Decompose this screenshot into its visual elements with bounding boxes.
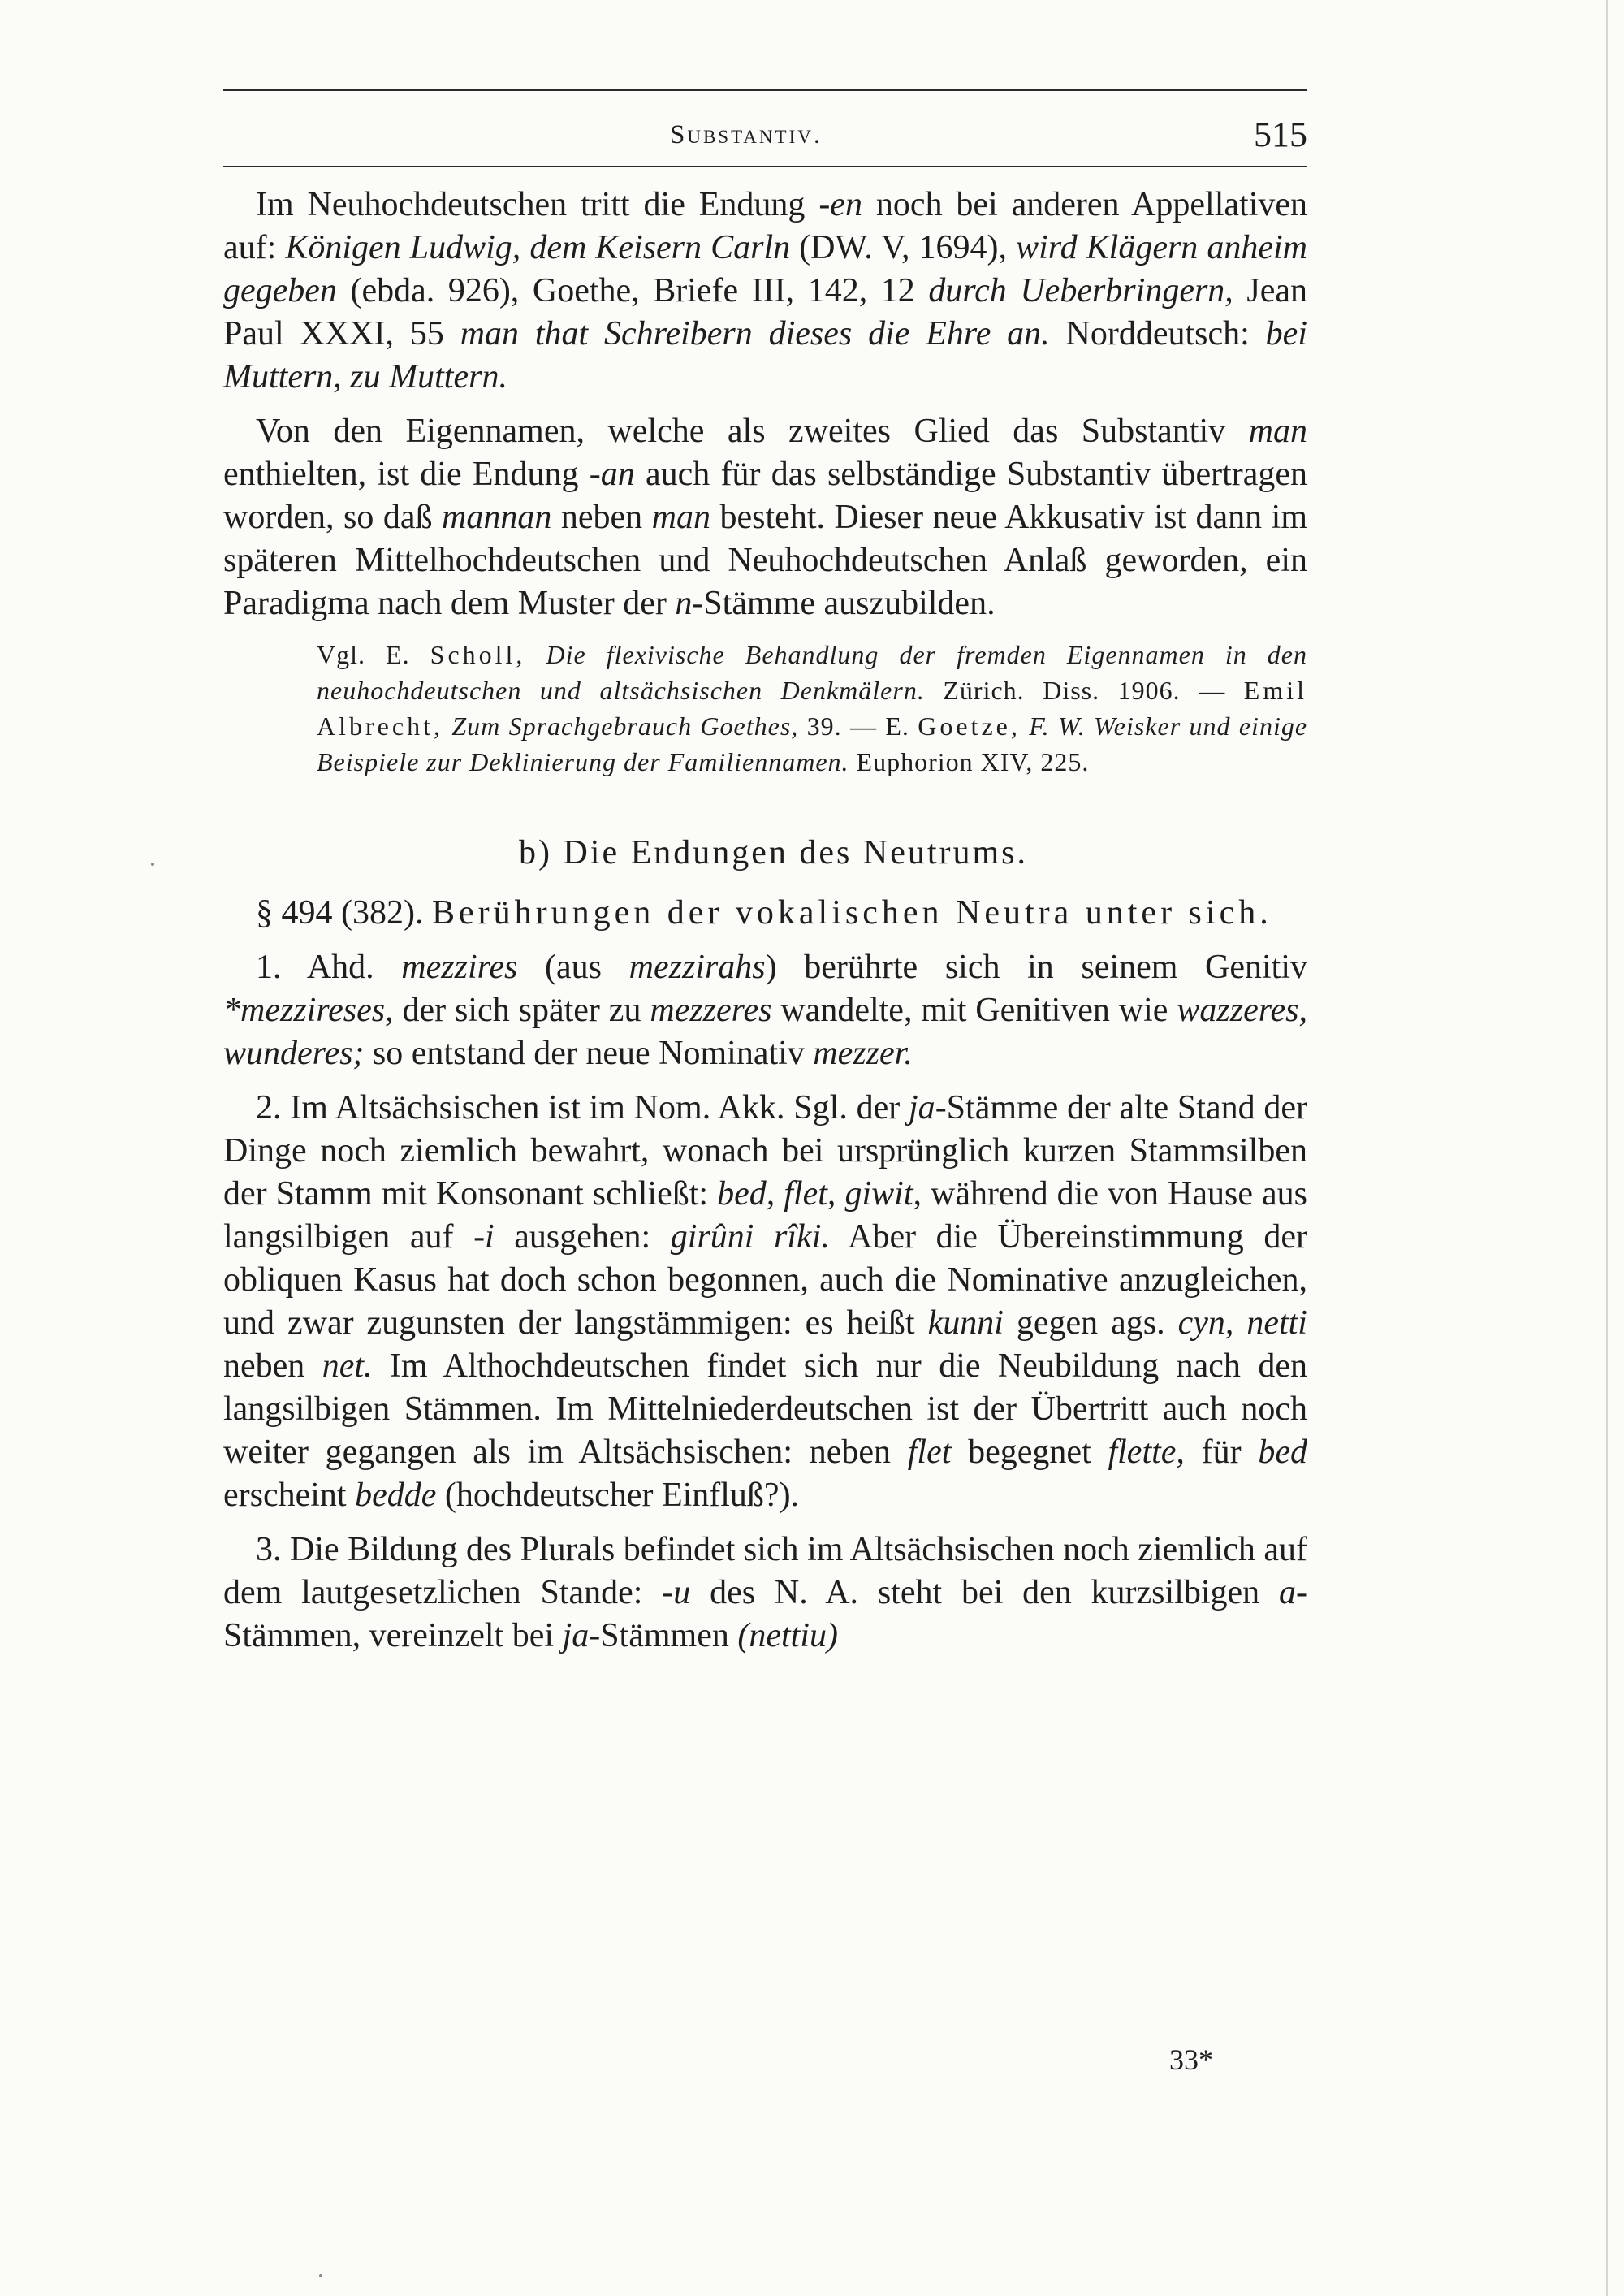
text-run: gegen ags.: [1003, 1304, 1178, 1342]
text-run: ausgehen:: [494, 1218, 671, 1256]
italic-run: mezzirahs: [628, 949, 766, 986]
text-run: auch für das selbständige Substantiv übertragen worden, so daß: [223, 456, 1308, 536]
italic-run: F. W. Weisker und einige Beispiele zur Deklinierung der Familiennamen.: [317, 711, 1308, 776]
text-run: enthielten, ist die Endung: [223, 456, 590, 493]
page-number: 515: [1254, 115, 1307, 154]
spaced-author-name: Scholl,: [430, 640, 526, 669]
text-run: -Stämme der alte Stand der Dinge noch ziemlich bewahrt, wonach bei ursprünglich kurzen Stammsilben der Stamm mit Konsonant schließt:: [223, 1089, 1307, 1213]
italic-run: man that Schreibern dieses die Ehre an.: [460, 315, 1050, 352]
italic-run: man: [1248, 413, 1307, 450]
italic-run: wazzeres, wunderes;: [223, 992, 1307, 1072]
text-run: noch bei anderen Appellativen auf:: [223, 186, 1308, 266]
italic-run: -u: [662, 1574, 691, 1611]
italic-run: bei Muttern, zu Muttern.: [223, 315, 1307, 396]
paper-speck: [151, 863, 154, 866]
italic-run: *mezzireses,: [223, 992, 394, 1029]
paragraph-point-1: [223, 946, 1307, 1075]
top-rule: [223, 89, 1307, 91]
text-run: erscheint: [223, 1477, 356, 1514]
section-number: § 494 (382).: [256, 894, 424, 932]
text-run: ) berührte sich in seinem Genitiv: [765, 949, 1307, 986]
subheading-neutrum: b) Die Endungen des Neutrums.: [518, 834, 1029, 871]
text-run: während die von Hause aus langsilbigen auf: [223, 1175, 1308, 1256]
paragraph-neuhochdeutsch-en: [223, 184, 1307, 399]
text-run: (DW. V, 1694),: [790, 229, 1017, 266]
text-run: Im Althochdeutschen findet sich nur die Neubildung nach den langsilbigen Stämmen. Im Mittelniederdeutschen ist der Übertritt auch noch weiter gegangen als im Altsächsischen: neben: [223, 1347, 1307, 1471]
paragraph-point-2: [223, 1087, 1307, 1517]
text-run: Von den Eigennamen, welche als zweites Glied das Substantiv: [256, 413, 1249, 450]
italic-run: mezzeres: [650, 992, 772, 1029]
italic-run: flet: [907, 1433, 952, 1471]
italic-run: a: [1278, 1574, 1296, 1611]
text-run: für: [1184, 1433, 1259, 1471]
italic-run: mezzires: [401, 949, 518, 986]
text-run: [525, 640, 546, 669]
text-run: Jean Paul XXXI, 55: [223, 272, 1307, 352]
paragraph-eigennamen-man: [223, 410, 1307, 625]
text-run: -Stämmen: [589, 1617, 738, 1654]
spaced-author-name: Goetze,: [918, 711, 1021, 741]
italic-run: mezzer.: [813, 1035, 913, 1072]
text-run: -Stämmen, vereinzelt bei: [223, 1574, 1307, 1654]
text-run: so entstand der neue Nominativ: [364, 1035, 814, 1072]
italic-run: mannan: [442, 499, 552, 536]
text-run: wandelte, mit Genitiven wie: [771, 992, 1177, 1029]
text-run: Vgl. E.: [317, 640, 430, 669]
italic-run: durch Ueberbringern,: [928, 272, 1233, 309]
italic-run: flette,: [1108, 1433, 1185, 1471]
text-run: neben: [223, 1347, 322, 1385]
italic-run: -i: [473, 1218, 495, 1256]
signature-mark: 33*: [1169, 2043, 1213, 2076]
text-run: Norddeutsch:: [1049, 315, 1266, 352]
italic-run: n: [675, 585, 693, 622]
italic-run: ja: [562, 1617, 590, 1654]
text-run: Zürich. Diss. 1906. —: [924, 676, 1244, 705]
text-run: begegnet: [951, 1433, 1108, 1471]
page-edge-shadow: [1606, 0, 1608, 2296]
italic-run: -en: [818, 186, 862, 223]
text-run: 39. — E.: [798, 711, 918, 741]
italic-run: bed: [1258, 1433, 1308, 1471]
italic-run: wird Klägern anheim gegeben: [223, 229, 1308, 309]
text-run: Aber die Übereinstimmung der obliquen Kasus hat doch schon begonnen, auch die Nominative anzugleichen, und zwar zugunsten der langstämmigen: es heißt: [223, 1218, 1307, 1342]
paragraph-point-3: [223, 1529, 1307, 1658]
text-run: besteht. Dieser neue Akkusativ ist dann im späteren Mittelhochdeutschen und Neuhochdeutschen Anlaß geworden, ein Paradigma nach dem Muster der: [223, 499, 1307, 622]
text-run: [1021, 711, 1029, 741]
text-run: neben: [551, 499, 652, 536]
header-rule: [223, 166, 1307, 167]
italic-run: (nettiu): [737, 1617, 838, 1654]
text-run: 2. Im Altsächsischen ist im Nom. Akk. Sgl. der: [256, 1089, 909, 1126]
text-run: (ebda. 926), Goethe, Briefe III, 142, 12: [336, 272, 929, 309]
italic-run: ja: [909, 1089, 935, 1126]
text-run: -Stämme auszubilden.: [692, 585, 996, 622]
italic-run: bed, flet, giwit,: [717, 1175, 922, 1213]
text-run: der sich später zu: [393, 992, 650, 1029]
text-run: des N. A. steht bei den kurzsilbigen: [690, 1574, 1279, 1611]
spaced-author-name: Emil Albrecht,: [317, 676, 1308, 741]
text-run: Im Neuhochdeutschen tritt die Endung: [256, 186, 819, 223]
section-title: Berührungen der vokalischen Neutra unter sich.: [431, 894, 1272, 932]
running-head: [223, 114, 1307, 164]
text-run: 1. Ahd.: [256, 949, 402, 986]
italic-run: man: [651, 499, 711, 536]
italic-run: Königen Ludwig, dem Keisern Carln: [285, 229, 791, 266]
italic-run: -an: [589, 456, 635, 493]
italic-run: girûni rîki.: [670, 1218, 830, 1256]
italic-run: cyn, netti: [1177, 1304, 1307, 1342]
section-heading: [223, 892, 1307, 935]
book-page: [223, 89, 1307, 1669]
text-run: (hochdeutscher Einfluß?).: [436, 1477, 800, 1514]
bibliography-note: [223, 637, 1307, 780]
italic-run: Die flexivische Behandlung der fremden Eigennamen in den neuhochdeutschen und altsächsischen Denkmälern.: [317, 640, 1308, 705]
italic-run: net.: [322, 1347, 373, 1385]
running-title: Substantiv.: [670, 120, 823, 149]
text-run: (aus: [517, 949, 629, 986]
italic-run: Zum Sprachgebrauch Goethes,: [451, 711, 799, 741]
italic-run: bedde: [355, 1477, 437, 1514]
text-run: [443, 711, 451, 741]
text-run: 3. Die Bildung des Plurals befindet sich im Altsächsischen noch ziemlich auf dem lautgesetzlichen Stande:: [223, 1531, 1307, 1611]
text-run: Euphorion XIV, 225.: [849, 747, 1090, 776]
italic-run: kunni: [927, 1304, 1004, 1342]
paper-speck: [319, 2274, 322, 2277]
